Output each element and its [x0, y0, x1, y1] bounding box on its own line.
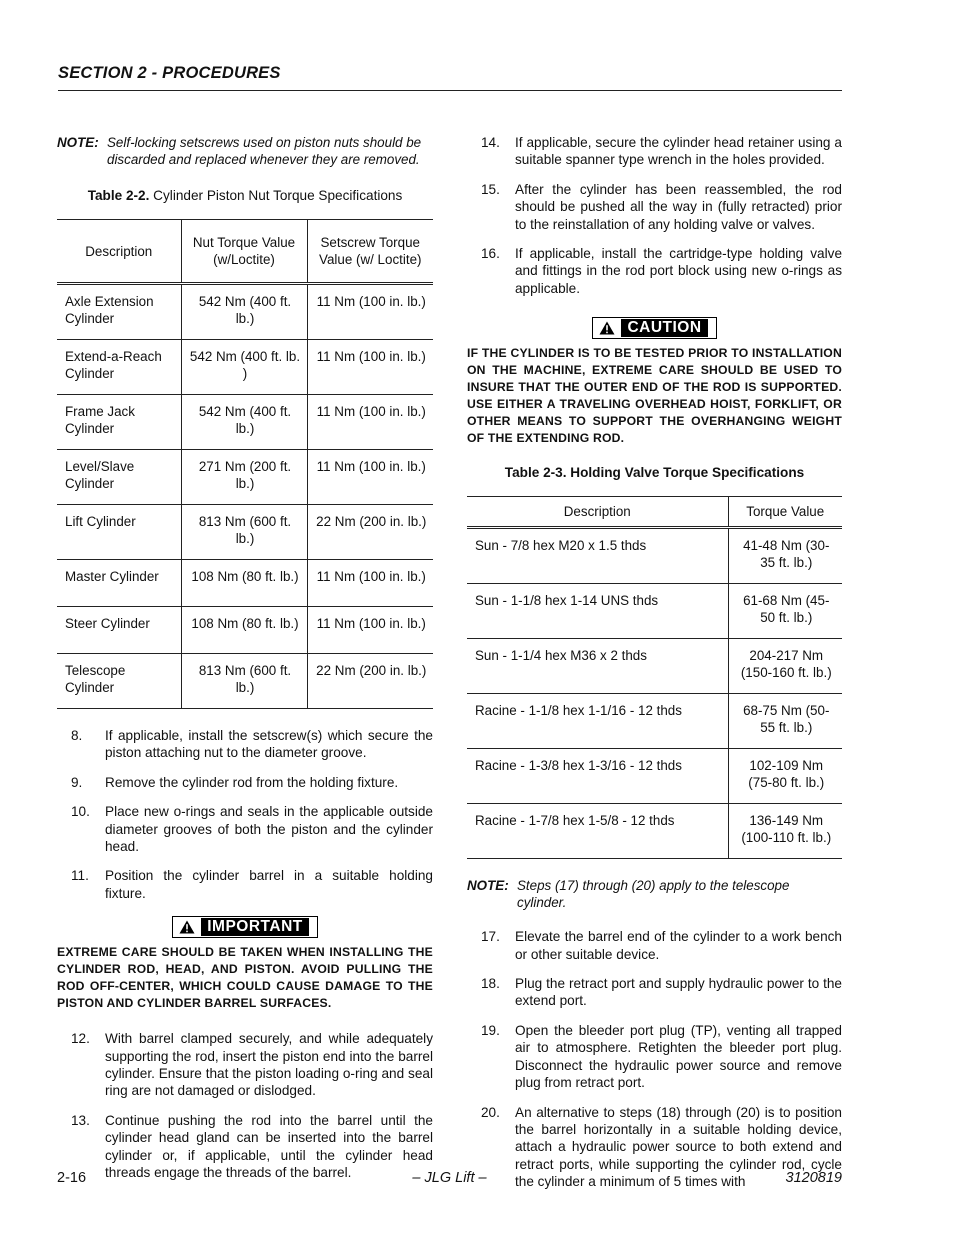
table-cell: Sun - 7/8 hex M20 x 1.5 thds: [467, 528, 728, 584]
column-header: Nut Torque Value (w/Loctite): [181, 220, 307, 284]
table-cell: 542 Nm (400 ft. lb.): [181, 395, 307, 450]
step-number: 12.: [71, 1031, 90, 1047]
left-column: [57, 134, 433, 1194]
column-header: Torque Value: [728, 497, 842, 528]
procedure-step: [57, 774, 433, 791]
procedure-step: [467, 975, 842, 1010]
section-title: SECTION 2 - PROCEDURES: [58, 64, 281, 82]
step-text: After the cylinder has been reassembled, the rod should be pushed all the way in (fully retracted) prior to the reinstallation of any holding valve or valves.: [515, 181, 842, 232]
procedure-step: [467, 134, 842, 169]
step-text: Position the cylinder barrel in a suitable holding fixture.: [105, 868, 433, 901]
table-header-row: [467, 497, 842, 528]
table-row: [57, 395, 433, 450]
table-header-row: [57, 220, 433, 284]
table-cell: Axle Extension Cylinder: [57, 284, 181, 340]
table-row: [57, 284, 433, 340]
table-row: [467, 694, 842, 749]
step-number: 17.: [481, 929, 500, 945]
warning-triangle-icon: [599, 321, 615, 335]
table-cell: 102-109 Nm (75-80 ft. lb.): [728, 749, 842, 804]
table-cell: Racine - 1-3/8 hex 1-3/16 - 12 thds: [467, 749, 728, 804]
note-text: Steps (17) through (20) apply to the telescope cylinder.: [517, 878, 790, 911]
step-number: 19.: [481, 1022, 500, 1038]
step-text: Remove the cylinder rod from the holding fixture.: [105, 774, 399, 790]
table-cell: 61-68 Nm (45-50 ft. lb.): [728, 584, 842, 639]
important-badge: [172, 916, 317, 938]
steps-14-16: [467, 134, 842, 297]
step-text: Plug the retract port and supply hydraulic power to the extend port.: [515, 976, 842, 1009]
table-cell: 204-217 Nm (150-160 ft. lb.): [728, 639, 842, 694]
step-text: Elevate the barrel end of the cylinder to a work bench or other suitable device.: [515, 929, 842, 962]
caution-text: IF THE CYLINDER IS TO BE TESTED PRIOR TO INSTALLATION ON THE MACHINE, EXTREME CARE SHOULD BE USED TO INSURE THAT THE OUTER END OF THE ROD IS SUPPORTED. USE EITHER A TRAVELING OVERHEAD HOIST, FORKLIFT, OR OTHER MEANS TO SUPPORT THE OVERHANGING WEIGHT OF THE EXTENDING ROD.: [467, 346, 842, 446]
step-number: 18.: [481, 976, 500, 992]
table-cell: 11 Nm (100 in. lb.): [307, 450, 433, 505]
steps-8-11: [57, 727, 433, 902]
table-cell: 542 Nm (400 ft. lb.): [181, 284, 307, 340]
caution-label: CAUTION: [621, 319, 707, 337]
table-cell: 11 Nm (100 in. lb.): [307, 607, 433, 654]
table-cell: 108 Nm (80 ft. lb.): [181, 607, 307, 654]
step-text: Place new o-rings and seals in the applicable outside diameter grooves of both the piston and the cylinder head.: [105, 804, 433, 855]
steps-12-13: [57, 1030, 433, 1181]
table-row: [467, 528, 842, 584]
column-header: Setscrew Torque Value (w/ Loctite): [307, 220, 433, 284]
table-row: [467, 639, 842, 694]
table-cell: 271 Nm (200 ft. lb.): [181, 450, 307, 505]
important-banner: [57, 916, 433, 938]
table-cell: 813 Nm (600 ft. lb.): [181, 654, 307, 709]
table-cell: 22 Nm (200 in. lb.): [307, 654, 433, 709]
footer-publisher: – JLG Lift –: [412, 1170, 487, 1186]
note-label: NOTE:: [57, 135, 99, 150]
step-text: An alternative to steps (18) through (20) is to position the barrel horizontally in a suitable holding device, attach a hydraulic power source to both extend and retract ports, while supporting the cylinder rod, cycle the cylinder a minimum of 5 times with: [515, 1104, 842, 1190]
table-row: [57, 654, 433, 709]
piston-nut-torque-table: [57, 219, 433, 709]
procedure-step: [57, 727, 433, 762]
page-number: 2-16: [57, 1170, 87, 1186]
step-text: Continue pushing the rod into the barrel until the cylinder head gland can be inserted into the barrel cylinder or, if applicable, until the cylinder head threads engage the threads of the barrel.: [105, 1112, 433, 1181]
important-label: IMPORTANT: [201, 918, 308, 936]
note-setscrews: [57, 134, 433, 168]
note-text: Self-locking setscrews used on piston nuts should be discarded and replaced whenever they are removed.: [107, 135, 422, 167]
table-cell: 11 Nm (100 in. lb.): [307, 560, 433, 607]
procedure-step: [467, 181, 842, 233]
procedure-step: [467, 928, 842, 963]
step-number: 16.: [481, 246, 500, 262]
column-header: Description: [467, 497, 728, 528]
table-2-2-caption: [57, 188, 433, 203]
step-number: 10.: [71, 804, 90, 820]
steps-17-20: [467, 928, 842, 1190]
step-number: 8.: [71, 728, 83, 743]
table-row: [57, 450, 433, 505]
right-column: [467, 134, 842, 1203]
step-number: 13.: [71, 1112, 90, 1128]
step-number: 15.: [481, 181, 500, 197]
table-cell: 542 Nm (400 ft. lb. ): [181, 340, 307, 395]
table-cell: Extend-a-Reach Cylinder: [57, 340, 181, 395]
table-cell: Sun - 1-1/4 hex M36 x 2 thds: [467, 639, 728, 694]
holding-valve-torque-table: [467, 496, 842, 859]
table-cell: Racine - 1-1/8 hex 1-1/16 - 12 thds: [467, 694, 728, 749]
table-cell: 41-48 Nm (30-35 ft. lb.): [728, 528, 842, 584]
table-row: [57, 505, 433, 560]
step-text: With barrel clamped securely, and while adequately supporting the rod, insert the piston end into the barrel cylinder. Ensure that the piston loading o-ring and seal ring are not damaged or dislodged.: [105, 1031, 433, 1099]
caution-banner: [467, 317, 842, 339]
table-row: [57, 560, 433, 607]
procedure-step: [467, 245, 842, 297]
table-caption-number: Table 2-2.: [87, 188, 150, 203]
procedure-step: [57, 867, 433, 902]
step-number: 9.: [71, 774, 83, 790]
table-2-3-caption: Table 2-3. Holding Valve Torque Specifications: [504, 465, 805, 481]
section-header: [58, 64, 842, 91]
table-cell: 11 Nm (100 in. lb.): [307, 395, 433, 450]
step-number: 20.: [481, 1104, 500, 1120]
note-label: NOTE:: [467, 878, 509, 894]
table-cell: 22 Nm (200 in. lb.): [307, 505, 433, 560]
step-text: If applicable, secure the cylinder head retainer using a suitable spanner type wrench in the holes provided.: [515, 135, 842, 168]
table-cell: 136-149 Nm (100-110 ft. lb.): [728, 804, 842, 859]
table-cell: 11 Nm (100 in. lb.): [307, 340, 433, 395]
table-cell: Telescope Cylinder: [57, 654, 181, 709]
table-row: [57, 607, 433, 654]
table-cell: Frame Jack Cylinder: [57, 395, 181, 450]
procedure-step: [57, 1030, 433, 1100]
step-text: Open the bleeder port plug (TP), venting all trapped air to atmosphere. Retighten the bleeder port plug. Disconnect the hydraulic power source and remove plug from retract port.: [515, 1022, 842, 1091]
table-cell: Level/Slave Cylinder: [57, 450, 181, 505]
column-header: Description: [57, 220, 181, 284]
note-telescope: [467, 877, 842, 911]
table-cell: Steer Cylinder: [57, 607, 181, 654]
table-cell: Lift Cylinder: [57, 505, 181, 560]
table-cell: Racine - 1-7/8 hex 1-5/8 - 12 thds: [467, 804, 728, 859]
table-row: [467, 749, 842, 804]
table-cell: 68-75 Nm (50-55 ft. lb.): [728, 694, 842, 749]
table-row: [467, 584, 842, 639]
step-number: 11.: [71, 868, 89, 884]
table-caption-title: Cylinder Piston Nut Torque Specifications: [149, 188, 403, 203]
table-cell: 813 Nm (600 ft. lb.): [181, 505, 307, 560]
caution-badge: [592, 317, 716, 339]
step-text: If applicable, install the cartridge-type holding valve and fittings in the rod port block using new o-rings as applicable.: [515, 246, 842, 296]
table-cell: Master Cylinder: [57, 560, 181, 607]
table-row: [57, 340, 433, 395]
step-text: If applicable, install the setscrew(s) which secure the piston attaching nut to the diameter groove.: [105, 728, 433, 761]
procedure-step: [57, 803, 433, 855]
table-cell: 108 Nm (80 ft. lb.): [181, 560, 307, 607]
table-row: [467, 804, 842, 859]
table-cell: Sun - 1-1/8 hex 1-14 UNS thds: [467, 584, 728, 639]
document-number: 3120819: [785, 1170, 842, 1186]
important-text: EXTREME CARE SHOULD BE TAKEN WHEN INSTALLING THE CYLINDER ROD, HEAD, AND PISTON. AVOID PULLING THE ROD OFF-CENTER, WHICH COULD CAUSE DAMAGE TO THE PISTON AND CYLINDER BARREL SURFACES.: [57, 945, 433, 1011]
procedure-step: [467, 1022, 842, 1092]
warning-triangle-icon: [179, 920, 195, 934]
table-cell: 11 Nm (100 in. lb.): [307, 284, 433, 340]
step-number: 14.: [481, 135, 500, 150]
